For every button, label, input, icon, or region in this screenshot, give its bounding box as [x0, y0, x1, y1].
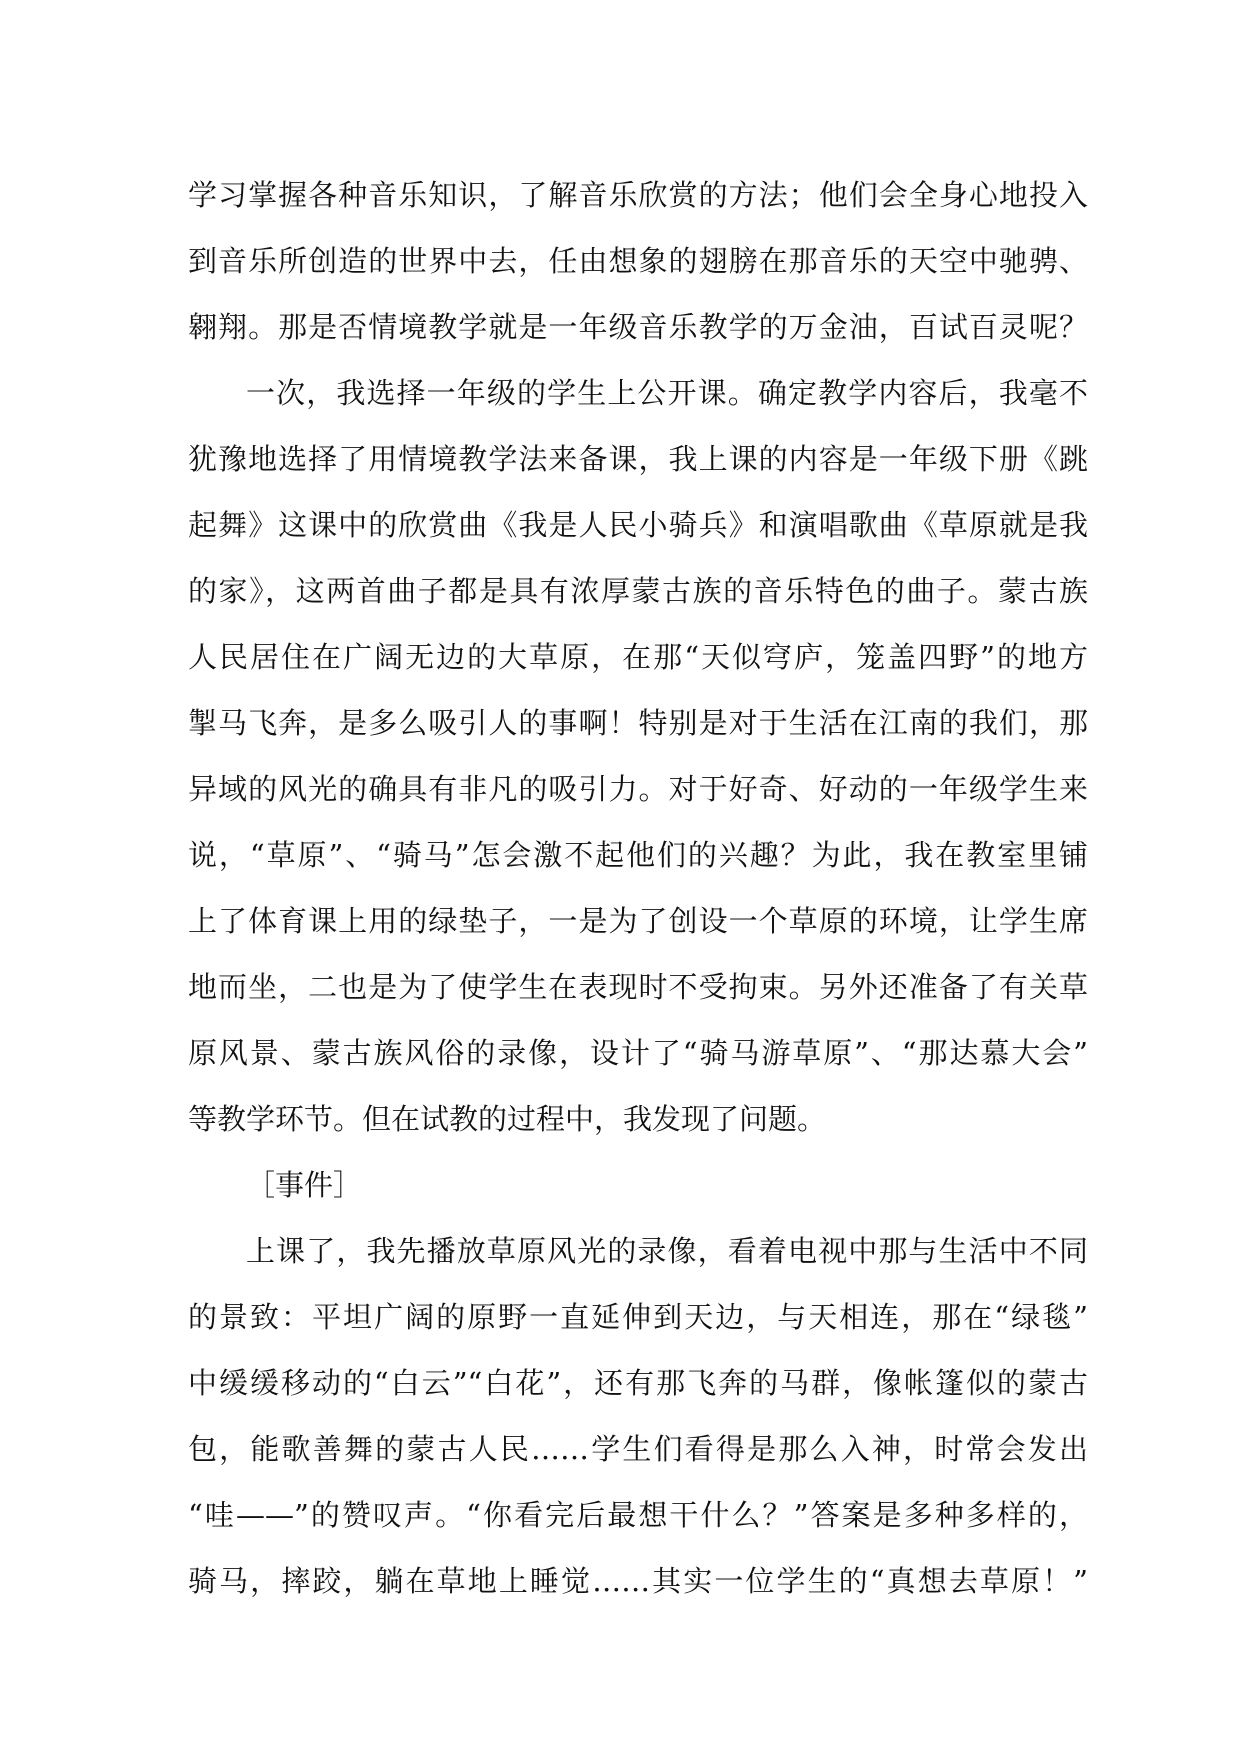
text-line: 的家》，这两首曲子都是具有浓厚蒙古族的音乐特色的曲子。蒙古族	[188, 574, 1088, 608]
text-line: 犹豫地选择了用情境教学法来备课，我上课的内容是一年级下册《跳	[188, 442, 1088, 476]
text-line: 人民居住在广阔无边的大草原，在那“天似穹庐，笼盖四野”的地方	[188, 640, 1088, 674]
document-body	[188, 162, 1088, 1614]
text-line: 上课了，我先播放草原风光的录像，看着电视中那与生活中不同	[246, 1234, 1088, 1268]
text-line: 起舞》这课中的欣赏曲《我是人民小骑兵》和演唱歌曲《草原就是我	[188, 508, 1088, 542]
text-line: 异域的风光的确具有非凡的吸引力。对于好奇、好动的一年级学生来	[188, 772, 1088, 806]
text-line: 等教学环节。但在试教的过程中，我发现了问题。	[188, 1102, 827, 1136]
text-line: 的景致：平坦广阔的原野一直延伸到天边，与天相连，那在“绿毯”	[188, 1300, 1088, 1334]
text-line: 到音乐所创造的世界中去，任由想象的翅膀在那音乐的天空中驰骋、	[188, 244, 1088, 278]
text-line: 中缓缓移动的“白云”“白花”，还有那飞奔的马群，像帐篷似的蒙古	[188, 1366, 1088, 1400]
text-line: 包，能歌善舞的蒙古人民……学生们看得是那么入神，时常会发出	[188, 1432, 1088, 1466]
text-line: 骑马，摔跤，躺在草地上睡觉……其实一位学生的“真想去草原！”	[188, 1564, 1088, 1598]
text-line: 学习掌握各种音乐知识，了解音乐欣赏的方法；他们会全身心地投入	[188, 178, 1088, 212]
text-line: 一次，我选择一年级的学生上公开课。确定教学内容后，我毫不	[246, 376, 1088, 410]
text-line: “哇——”的赞叹声。“你看完后最想干什么？”答案是多种多样的，	[188, 1498, 1088, 1532]
text-line: 掣马飞奔，是多么吸引人的事啊！特别是对于生活在江南的我们，那	[188, 706, 1088, 740]
text-line: 说，“草原”、“骑马”怎会激不起他们的兴趣？为此，我在教室里铺	[188, 838, 1088, 872]
section-heading: ［事件］	[246, 1168, 363, 1202]
text-line: 上了体育课上用的绿垫子，一是为了创设一个草原的环境，让学生席	[188, 904, 1088, 938]
text-line: 翱翔。那是否情境教学就是一年级音乐教学的万金油，百试百灵呢？	[188, 310, 1088, 344]
text-line: 原风景、蒙古族风俗的录像，设计了“骑马游草原”、“那达慕大会”	[188, 1036, 1088, 1070]
text-line: 地而坐，二也是为了使学生在表现时不受拘束。另外还准备了有关草	[188, 970, 1088, 1004]
